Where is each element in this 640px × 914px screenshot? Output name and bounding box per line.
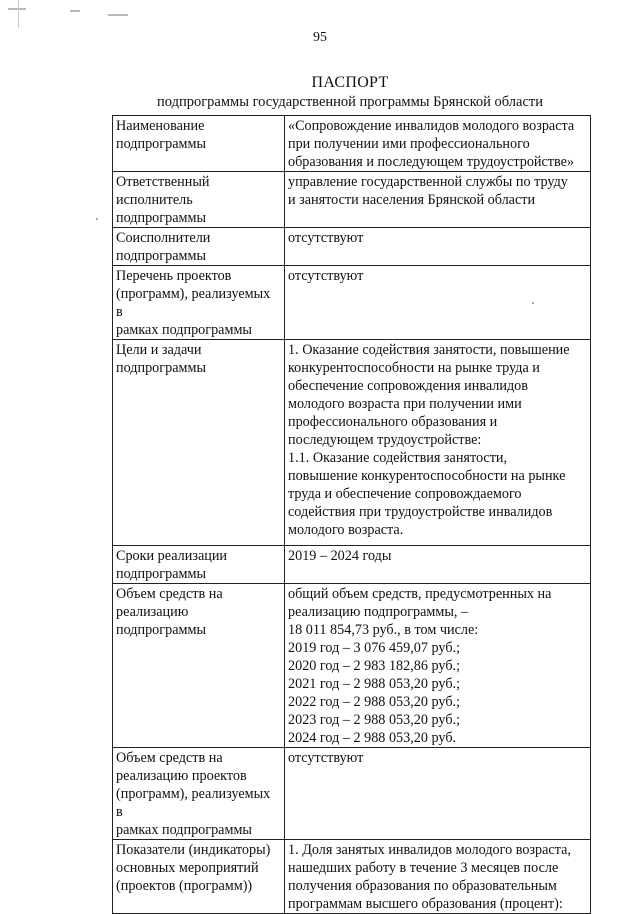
row-value: 2019 – 2024 годы — [285, 546, 591, 584]
table-row — [113, 228, 591, 266]
row-value: отсутствуют — [285, 228, 591, 266]
document-title: ПАСПОРТ — [311, 74, 389, 91]
table-row — [113, 840, 591, 914]
scan-artifact — [18, 0, 19, 28]
row-label: Соисполнители подпрограммы — [113, 228, 285, 266]
row-value: «Сопровождение инвалидов молодого возраста при получении ими профессионального образования и последующем трудоустройстве» — [285, 116, 591, 172]
table-row — [113, 116, 591, 172]
row-value: 1. Доля занятых инвалидов молодого возраста, нашедших работу в течение 3 месяцев после получения образования по образовательным программам высшего образования (процент): — [285, 840, 591, 914]
row-label: Наименование подпрограммы — [113, 116, 285, 172]
table-row — [113, 172, 591, 228]
scan-artifact — [70, 10, 80, 12]
row-value: отсутствуют — [285, 266, 591, 340]
row-label: Перечень проектов (программ), реализуемых в рамках подпрограммы — [113, 266, 285, 340]
scan-artifact — [96, 218, 98, 220]
row-label: Сроки реализации подпрограммы — [113, 546, 285, 584]
row-value: 1. Оказание содействия занятости, повышение конкурентоспособности на рынке труда и обеспечение сопровождения инвалидов молодого возраста при получении ими профессионального образования и последующем трудоустройстве: 1.1. Оказание содействия занятости, повышение конкурентоспособности на рынке труда и обеспечение сопровождаемого содействия при трудоустройстве инвалидов молодого возраста. — [285, 340, 591, 546]
table-row — [113, 546, 591, 584]
row-value: общий объем средств, предусмотренных на реализацию подпрограммы, – 18 011 854,73 руб., в том числе: 2019 год – 3 076 459,07 руб.; 2020 год – 2 983 182,86 руб.; 2021 год – 2 988 053,20 руб.; 2022 год – 2 988 053,20 руб.; 2023 год – 2 988 053,20 руб.; 2024 год – 2 988 053,20 руб. — [285, 584, 591, 748]
table-row — [113, 266, 591, 340]
row-label: Показатели (индикаторы) основных мероприятий (проектов (программ)) — [113, 840, 285, 914]
page-number: 95 — [313, 30, 327, 45]
scan-artifact — [8, 8, 26, 10]
row-value: управление государственной службы по труду и занятости населения Брянской области — [285, 172, 591, 228]
table-row — [113, 584, 591, 748]
document-subtitle: подпрограммы государственной программы Брянской области — [156, 94, 543, 110]
table-row — [113, 340, 591, 546]
scan-artifact — [108, 14, 128, 16]
row-value: отсутствуют — [285, 748, 591, 840]
passport-table — [112, 115, 591, 914]
row-label: Ответственный исполнитель подпрограммы — [113, 172, 285, 228]
table-row — [113, 748, 591, 840]
row-label: Объем средств на реализацию подпрограммы — [113, 584, 285, 748]
row-label: Объем средств на реализацию проектов (программ), реализуемых в рамках подпрограммы — [113, 748, 285, 840]
row-label: Цели и задачи подпрограммы — [113, 340, 285, 546]
